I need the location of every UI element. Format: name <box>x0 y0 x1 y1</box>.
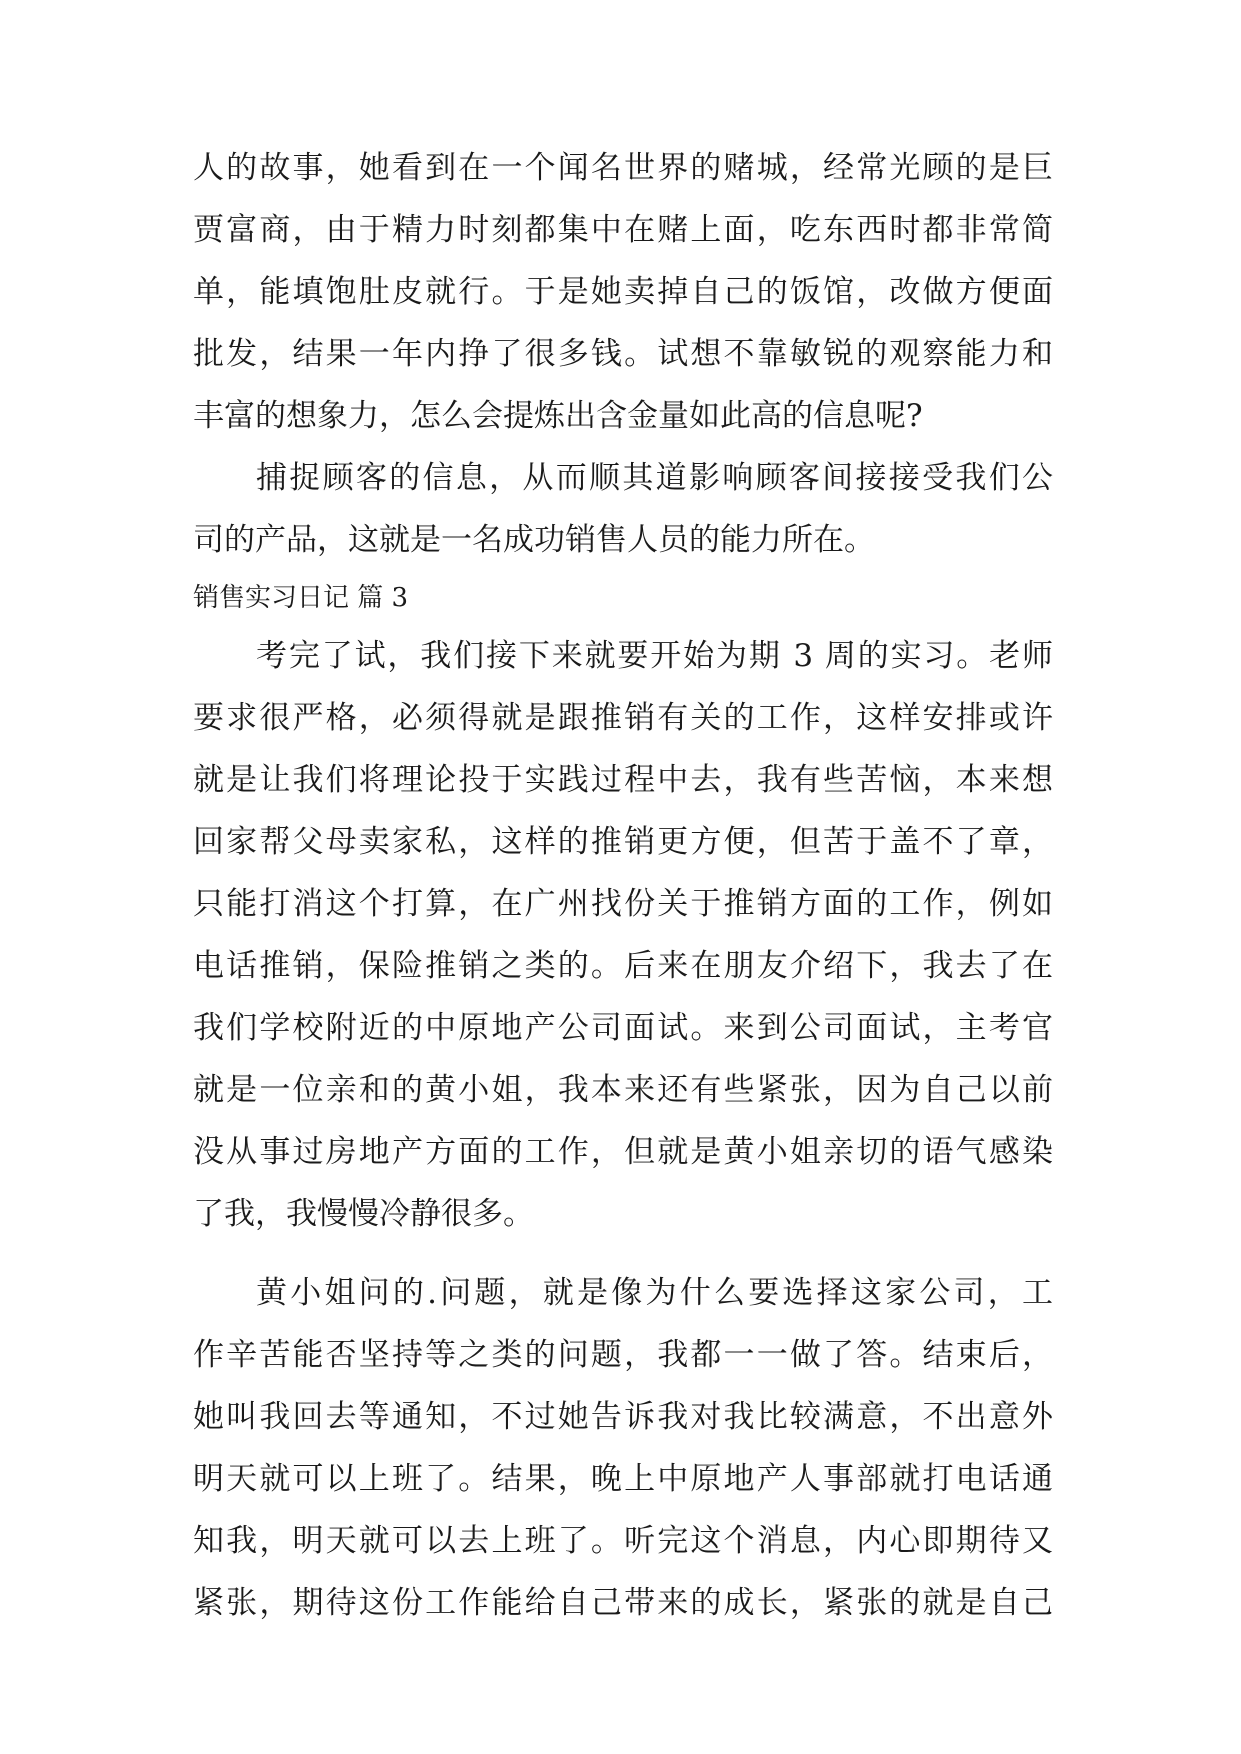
paragraph-line: 人的故事，她看到在一个闻名世界的赌城，经常光顾的是巨 <box>193 150 1053 186</box>
paragraph-line: 考完了试，我们接下来就要开始为期 3 周的实习。老师 <box>256 638 1053 674</box>
paragraph-line: 明天就可以上班了。结果，晚上中原地产人事部就打电话通 <box>193 1461 1053 1497</box>
paragraph-line: 回家帮父母卖家私，这样的推销更方便，但苦于盖不了章， <box>193 824 1053 860</box>
paragraph-line: 只能打消这个打算，在广州找份关于推销方面的工作，例如 <box>193 886 1053 922</box>
paragraph-line: 就是一位亲和的黄小姐，我本来还有些紧张，因为自己以前 <box>193 1072 1053 1108</box>
paragraph-line: 她叫我回去等通知，不过她告诉我对我比较满意，不出意外 <box>193 1399 1053 1435</box>
paragraph-line: 丰富的想象力，怎么会提炼出含金量如此高的信息呢? <box>193 398 923 434</box>
paragraph-line: 电话推销，保险推销之类的。后来在朋友介绍下，我去了在 <box>193 948 1053 984</box>
paragraph-line: 没从事过房地产方面的工作，但就是黄小姐亲切的语气感染 <box>193 1134 1053 1170</box>
paragraph-line: 就是让我们将理论投于实践过程中去，我有些苦恼，本来想 <box>193 762 1053 798</box>
paragraph-line: 捕捉顾客的信息，从而顺其道影响顾客间接接受我们公 <box>256 460 1053 496</box>
paragraph-line: 司的产品，这就是一名成功销售人员的能力所在。 <box>193 522 875 558</box>
paragraph-line: 知我，明天就可以去上班了。听完这个消息，内心即期待又 <box>193 1523 1053 1559</box>
paragraph-line: 紧张，期待这份工作能给自己带来的成长，紧张的就是自己 <box>193 1585 1053 1621</box>
section-heading: 销售实习日记 篇 3 <box>193 583 409 613</box>
paragraph-line: 批发，结果一年内挣了很多钱。试想不靠敏锐的观察能力和 <box>193 336 1053 372</box>
paragraph-line: 作辛苦能否坚持等之类的问题，我都一一做了答。结束后， <box>193 1337 1053 1373</box>
paragraph-line: 了我，我慢慢冷静很多。 <box>193 1196 534 1232</box>
paragraph-line: 我们学校附近的中原地产公司面试。来到公司面试，主考官 <box>193 1010 1053 1046</box>
paragraph-line: 要求很严格，必须得就是跟推销有关的工作，这样安排或许 <box>193 700 1053 736</box>
paragraph-line: 贾富商，由于精力时刻都集中在赌上面，吃东西时都非常简 <box>193 212 1053 248</box>
paragraph-line: 黄小姐问的.问题，就是像为什么要选择这家公司，工 <box>256 1275 1053 1311</box>
paragraph-line: 单，能填饱肚皮就行。于是她卖掉自己的饭馆，改做方便面 <box>193 274 1053 310</box>
